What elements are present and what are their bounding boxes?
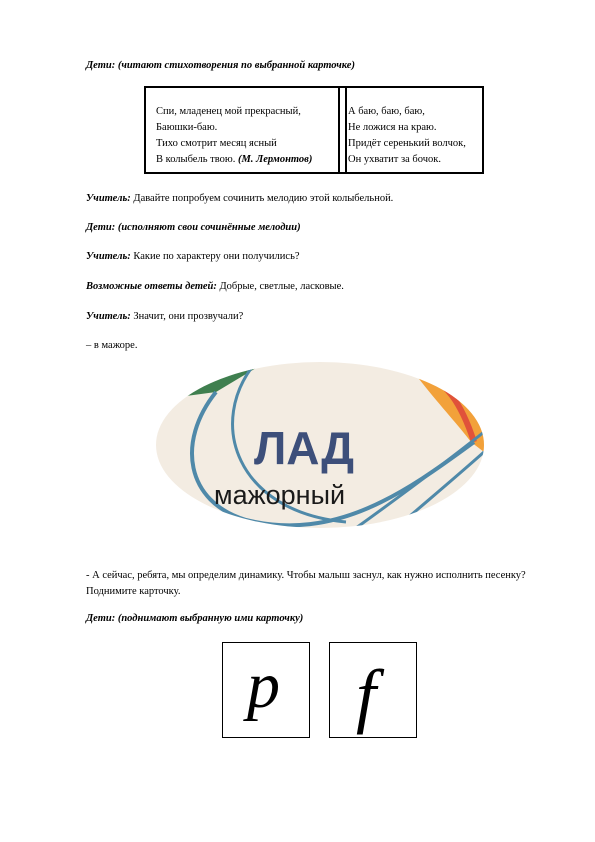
teacher-line bbox=[86, 251, 300, 262]
poem-line: Не ложися на краю. bbox=[348, 122, 437, 133]
lad-title: ЛАД bbox=[254, 422, 354, 474]
lad-card-illustration bbox=[156, 362, 484, 528]
poem-author: (М. Лермонтов) bbox=[237, 154, 313, 165]
speaker-label: Дети: bbox=[86, 613, 116, 624]
possible-answers-line bbox=[86, 281, 344, 292]
speech-text: Какие по характеру они получились? bbox=[130, 251, 300, 262]
speaker-label: Учитель: bbox=[86, 193, 131, 204]
children-performing-line bbox=[86, 222, 301, 233]
teacher-line bbox=[86, 311, 243, 322]
children-raising-line bbox=[86, 613, 303, 624]
speech-text: Давайте попробуем сочинить мелодию этой колыбельной. bbox=[130, 193, 394, 204]
teacher-line bbox=[86, 193, 393, 204]
stage-direction: (поднимают выбранную ими карточку) bbox=[117, 613, 304, 624]
speaker-label: Дети: bbox=[86, 60, 116, 71]
speaker-label: Возможные ответы детей: bbox=[86, 281, 217, 292]
speaker-label: Учитель: bbox=[86, 311, 131, 322]
poem-line: Он ухватит за бочок. bbox=[348, 154, 441, 165]
speech-text: Добрые, светлые, ласковые. bbox=[216, 281, 344, 292]
stage-direction: (исполняют свои сочинённые мелодии) bbox=[117, 222, 301, 233]
children-reading-line bbox=[86, 60, 355, 71]
piano-card bbox=[222, 642, 310, 738]
lad-subtitle: мажорный bbox=[214, 480, 346, 510]
poem-table bbox=[144, 86, 484, 174]
table-divider bbox=[338, 88, 340, 172]
speaker-label: Учитель: bbox=[86, 251, 131, 262]
speech-text: Значит, они прозвучали? bbox=[130, 311, 244, 322]
folk-lullaby bbox=[348, 104, 466, 168]
dynamics-instruction: - А сейчас, ребята, мы определим динамику. Чтобы малыш заснул, как нужно исполнить песенку? Поднимите карточку. bbox=[86, 570, 526, 597]
forte-card bbox=[329, 642, 417, 738]
poem-line: Баюшки-баю. bbox=[156, 122, 218, 133]
lad-major-card bbox=[156, 362, 484, 528]
lermontov-poem bbox=[156, 104, 312, 168]
poem-line: Тихо смотрит месяц ясный bbox=[156, 138, 277, 149]
poem-line: В колыбель твою. (М. Лермонтов) bbox=[156, 154, 313, 165]
poem-line: Спи, младенец мой прекрасный, bbox=[156, 106, 301, 117]
poem-line: А баю, баю, баю, bbox=[348, 106, 425, 117]
speaker-label: Дети: bbox=[86, 222, 116, 233]
table-divider bbox=[345, 88, 347, 172]
forte-symbol: f bbox=[356, 655, 377, 735]
stage-direction: (читают стихотворения по выбранной карточке) bbox=[117, 60, 355, 71]
piano-symbol: p bbox=[247, 649, 280, 722]
poem-line: Придёт серенький волчок, bbox=[348, 138, 466, 149]
major-answer-line: – в мажоре. bbox=[86, 340, 138, 351]
